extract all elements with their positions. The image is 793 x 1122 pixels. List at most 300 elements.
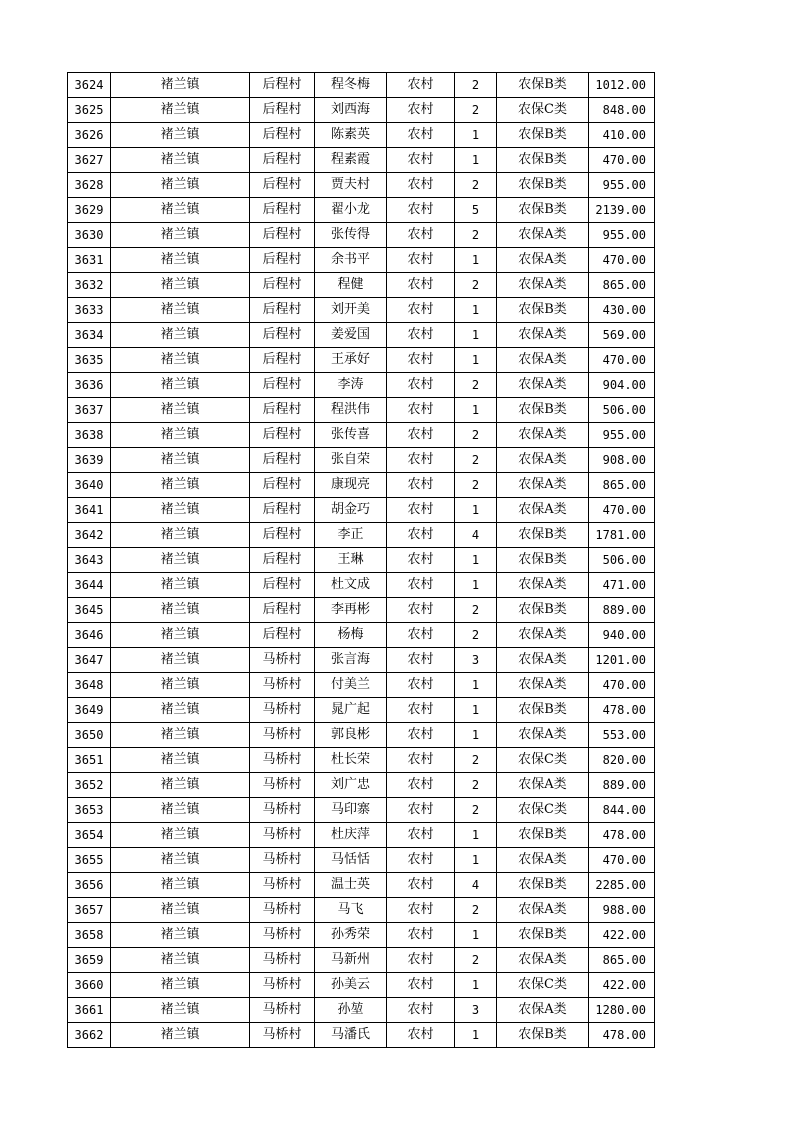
town-cell: 褚兰镇 [111, 973, 250, 998]
table-row [68, 98, 655, 123]
insurance-class-cell: 农保A类 [497, 573, 589, 598]
household-size-cell: 1 [455, 348, 497, 373]
insurance-class-cell: 农保B类 [497, 823, 589, 848]
town-cell: 褚兰镇 [111, 298, 250, 323]
amount-cell: 988.00 [589, 898, 655, 923]
household-size-cell: 1 [455, 248, 497, 273]
household-size-cell: 4 [455, 523, 497, 548]
record-id: 3653 [68, 798, 111, 823]
amount-cell: 865.00 [589, 948, 655, 973]
record-id: 3661 [68, 998, 111, 1023]
record-id: 3636 [68, 373, 111, 398]
amount-cell: 470.00 [589, 248, 655, 273]
household-size-cell: 4 [455, 873, 497, 898]
village-cell: 后程村 [250, 448, 315, 473]
village-cell: 后程村 [250, 423, 315, 448]
name-cell: 孙秀荣 [315, 923, 387, 948]
amount-cell: 471.00 [589, 573, 655, 598]
amount-cell: 1781.00 [589, 523, 655, 548]
name-cell: 胡金巧 [315, 498, 387, 523]
amount-cell: 470.00 [589, 673, 655, 698]
table-row [68, 548, 655, 573]
household-size-cell: 1 [455, 1023, 497, 1048]
town-cell: 褚兰镇 [111, 748, 250, 773]
household-size-cell: 2 [455, 373, 497, 398]
amount-cell: 569.00 [589, 323, 655, 348]
village-cell: 后程村 [250, 573, 315, 598]
amount-cell: 955.00 [589, 423, 655, 448]
table-row [68, 773, 655, 798]
village-cell: 后程村 [250, 598, 315, 623]
area-type-cell: 农村 [387, 823, 455, 848]
table-row [68, 598, 655, 623]
table-row [68, 648, 655, 673]
name-cell: 王琳 [315, 548, 387, 573]
town-cell: 褚兰镇 [111, 773, 250, 798]
insurance-class-cell: 农保A类 [497, 348, 589, 373]
amount-cell: 1012.00 [589, 73, 655, 98]
village-cell: 马桥村 [250, 673, 315, 698]
record-id: 3647 [68, 648, 111, 673]
area-type-cell: 农村 [387, 523, 455, 548]
insurance-class-cell: 农保B类 [497, 398, 589, 423]
name-cell: 程洪伟 [315, 398, 387, 423]
table-row [68, 1023, 655, 1048]
area-type-cell: 农村 [387, 198, 455, 223]
name-cell: 张传喜 [315, 423, 387, 448]
insurance-class-cell: 农保B类 [497, 298, 589, 323]
name-cell: 张言海 [315, 648, 387, 673]
name-cell: 贾夫村 [315, 173, 387, 198]
town-cell: 褚兰镇 [111, 248, 250, 273]
area-type-cell: 农村 [387, 698, 455, 723]
area-type-cell: 农村 [387, 298, 455, 323]
household-size-cell: 2 [455, 448, 497, 473]
town-cell: 褚兰镇 [111, 423, 250, 448]
household-size-cell: 3 [455, 648, 497, 673]
insurance-class-cell: 农保B类 [497, 198, 589, 223]
table-row [68, 798, 655, 823]
name-cell: 李涛 [315, 373, 387, 398]
village-cell: 马桥村 [250, 923, 315, 948]
insurance-class-cell: 农保A类 [497, 848, 589, 873]
record-id: 3652 [68, 773, 111, 798]
household-size-cell: 2 [455, 223, 497, 248]
insurance-class-cell: 农保A类 [497, 998, 589, 1023]
table-row [68, 723, 655, 748]
town-cell: 褚兰镇 [111, 123, 250, 148]
amount-cell: 506.00 [589, 548, 655, 573]
amount-cell: 820.00 [589, 748, 655, 773]
table-row [68, 998, 655, 1023]
town-cell: 褚兰镇 [111, 548, 250, 573]
name-cell: 马新州 [315, 948, 387, 973]
name-cell: 马潘氏 [315, 1023, 387, 1048]
household-size-cell: 2 [455, 773, 497, 798]
household-size-cell: 1 [455, 298, 497, 323]
record-id: 3643 [68, 548, 111, 573]
area-type-cell: 农村 [387, 998, 455, 1023]
area-type-cell: 农村 [387, 973, 455, 998]
amount-cell: 553.00 [589, 723, 655, 748]
record-id: 3628 [68, 173, 111, 198]
area-type-cell: 农村 [387, 598, 455, 623]
name-cell: 杜长荣 [315, 748, 387, 773]
record-id: 3650 [68, 723, 111, 748]
town-cell: 褚兰镇 [111, 673, 250, 698]
village-cell: 马桥村 [250, 748, 315, 773]
town-cell: 褚兰镇 [111, 323, 250, 348]
village-cell: 马桥村 [250, 723, 315, 748]
insurance-class-cell: 农保B类 [497, 598, 589, 623]
table-row [68, 473, 655, 498]
town-cell: 褚兰镇 [111, 698, 250, 723]
insurance-class-cell: 农保B类 [497, 523, 589, 548]
table-row [68, 448, 655, 473]
area-type-cell: 农村 [387, 648, 455, 673]
table-row [68, 248, 655, 273]
village-cell: 后程村 [250, 98, 315, 123]
town-cell: 褚兰镇 [111, 848, 250, 873]
amount-cell: 848.00 [589, 98, 655, 123]
area-type-cell: 农村 [387, 873, 455, 898]
village-cell: 马桥村 [250, 823, 315, 848]
name-cell: 马恬恬 [315, 848, 387, 873]
area-type-cell: 农村 [387, 373, 455, 398]
town-cell: 褚兰镇 [111, 98, 250, 123]
name-cell: 李正 [315, 523, 387, 548]
town-cell: 褚兰镇 [111, 823, 250, 848]
record-id: 3642 [68, 523, 111, 548]
record-id: 3630 [68, 223, 111, 248]
household-size-cell: 1 [455, 573, 497, 598]
insurance-class-cell: 农保A类 [497, 473, 589, 498]
household-size-cell: 2 [455, 173, 497, 198]
household-size-cell: 2 [455, 798, 497, 823]
town-cell: 褚兰镇 [111, 873, 250, 898]
record-id: 3659 [68, 948, 111, 973]
insurance-class-cell: 农保A类 [497, 223, 589, 248]
village-cell: 马桥村 [250, 848, 315, 873]
name-cell: 刘开美 [315, 298, 387, 323]
town-cell: 褚兰镇 [111, 73, 250, 98]
area-type-cell: 农村 [387, 948, 455, 973]
table-row [68, 873, 655, 898]
household-size-cell: 2 [455, 473, 497, 498]
amount-cell: 1201.00 [589, 648, 655, 673]
name-cell: 张传得 [315, 223, 387, 248]
record-id: 3631 [68, 248, 111, 273]
record-id: 3648 [68, 673, 111, 698]
record-id: 3646 [68, 623, 111, 648]
area-type-cell: 农村 [387, 798, 455, 823]
household-size-cell: 2 [455, 598, 497, 623]
village-cell: 后程村 [250, 398, 315, 423]
record-id: 3627 [68, 148, 111, 173]
village-cell: 马桥村 [250, 1023, 315, 1048]
record-id: 3657 [68, 898, 111, 923]
household-size-cell: 2 [455, 898, 497, 923]
record-id: 3658 [68, 923, 111, 948]
village-cell: 后程村 [250, 148, 315, 173]
amount-cell: 865.00 [589, 473, 655, 498]
name-cell: 余书平 [315, 248, 387, 273]
household-size-cell: 1 [455, 848, 497, 873]
table-row [68, 848, 655, 873]
area-type-cell: 农村 [387, 848, 455, 873]
amount-cell: 478.00 [589, 1023, 655, 1048]
area-type-cell: 农村 [387, 148, 455, 173]
name-cell: 李再彬 [315, 598, 387, 623]
table-row [68, 498, 655, 523]
town-cell: 褚兰镇 [111, 148, 250, 173]
village-cell: 马桥村 [250, 648, 315, 673]
amount-cell: 410.00 [589, 123, 655, 148]
name-cell: 王承好 [315, 348, 387, 373]
town-cell: 褚兰镇 [111, 998, 250, 1023]
record-id: 3660 [68, 973, 111, 998]
area-type-cell: 农村 [387, 573, 455, 598]
amount-cell: 889.00 [589, 773, 655, 798]
insurance-class-cell: 农保A类 [497, 323, 589, 348]
household-size-cell: 1 [455, 698, 497, 723]
name-cell: 杜庆萍 [315, 823, 387, 848]
amount-cell: 422.00 [589, 923, 655, 948]
village-cell: 马桥村 [250, 898, 315, 923]
household-size-cell: 1 [455, 498, 497, 523]
household-size-cell: 2 [455, 273, 497, 298]
area-type-cell: 农村 [387, 273, 455, 298]
name-cell: 晁广起 [315, 698, 387, 723]
town-cell: 褚兰镇 [111, 648, 250, 673]
amount-cell: 940.00 [589, 623, 655, 648]
record-id: 3651 [68, 748, 111, 773]
table-row [68, 173, 655, 198]
area-type-cell: 农村 [387, 73, 455, 98]
table-row [68, 948, 655, 973]
insurance-class-cell: 农保A类 [497, 623, 589, 648]
name-cell: 杨梅 [315, 623, 387, 648]
name-cell: 康现亮 [315, 473, 387, 498]
area-type-cell: 农村 [387, 1023, 455, 1048]
area-type-cell: 农村 [387, 923, 455, 948]
town-cell: 褚兰镇 [111, 373, 250, 398]
town-cell: 褚兰镇 [111, 198, 250, 223]
household-size-cell: 1 [455, 723, 497, 748]
record-id: 3633 [68, 298, 111, 323]
insurance-class-cell: 农保A类 [497, 773, 589, 798]
area-type-cell: 农村 [387, 898, 455, 923]
name-cell: 杜文成 [315, 573, 387, 598]
insurance-class-cell: 农保A类 [497, 898, 589, 923]
insurance-class-cell: 农保B类 [497, 698, 589, 723]
amount-cell: 844.00 [589, 798, 655, 823]
village-cell: 后程村 [250, 323, 315, 348]
household-size-cell: 2 [455, 423, 497, 448]
town-cell: 褚兰镇 [111, 723, 250, 748]
area-type-cell: 农村 [387, 673, 455, 698]
insurance-class-cell: 农保C类 [497, 798, 589, 823]
insurance-class-cell: 农保B类 [497, 923, 589, 948]
village-cell: 马桥村 [250, 948, 315, 973]
insurance-class-cell: 农保B类 [497, 873, 589, 898]
town-cell: 褚兰镇 [111, 598, 250, 623]
town-cell: 褚兰镇 [111, 173, 250, 198]
area-type-cell: 农村 [387, 623, 455, 648]
town-cell: 褚兰镇 [111, 798, 250, 823]
record-id: 3645 [68, 598, 111, 623]
area-type-cell: 农村 [387, 423, 455, 448]
name-cell: 郭良彬 [315, 723, 387, 748]
record-id: 3639 [68, 448, 111, 473]
amount-cell: 470.00 [589, 848, 655, 873]
name-cell: 刘广忠 [315, 773, 387, 798]
table-row [68, 323, 655, 348]
record-id: 3649 [68, 698, 111, 723]
amount-cell: 865.00 [589, 273, 655, 298]
village-cell: 后程村 [250, 548, 315, 573]
town-cell: 褚兰镇 [111, 923, 250, 948]
household-size-cell: 1 [455, 123, 497, 148]
name-cell: 孙堃 [315, 998, 387, 1023]
village-cell: 后程村 [250, 223, 315, 248]
village-cell: 马桥村 [250, 973, 315, 998]
village-cell: 后程村 [250, 73, 315, 98]
village-cell: 马桥村 [250, 798, 315, 823]
village-cell: 后程村 [250, 248, 315, 273]
household-size-cell: 1 [455, 923, 497, 948]
name-cell: 温士英 [315, 873, 387, 898]
table-row [68, 748, 655, 773]
area-type-cell: 农村 [387, 323, 455, 348]
record-id: 3629 [68, 198, 111, 223]
town-cell: 褚兰镇 [111, 623, 250, 648]
area-type-cell: 农村 [387, 348, 455, 373]
table-row [68, 698, 655, 723]
amount-cell: 904.00 [589, 373, 655, 398]
insurance-class-cell: 农保C类 [497, 748, 589, 773]
table-row [68, 423, 655, 448]
village-cell: 马桥村 [250, 698, 315, 723]
record-id: 3654 [68, 823, 111, 848]
village-cell: 马桥村 [250, 773, 315, 798]
household-size-cell: 1 [455, 548, 497, 573]
insurance-class-cell: 农保A类 [497, 673, 589, 698]
village-cell: 马桥村 [250, 873, 315, 898]
household-size-cell: 1 [455, 973, 497, 998]
record-id: 3656 [68, 873, 111, 898]
area-type-cell: 农村 [387, 398, 455, 423]
insurance-class-cell: 农保A类 [497, 273, 589, 298]
name-cell: 刘西海 [315, 98, 387, 123]
record-id: 3635 [68, 348, 111, 373]
insurance-class-cell: 农保B类 [497, 148, 589, 173]
area-type-cell: 农村 [387, 498, 455, 523]
table-row [68, 198, 655, 223]
town-cell: 褚兰镇 [111, 948, 250, 973]
name-cell: 程健 [315, 273, 387, 298]
amount-cell: 889.00 [589, 598, 655, 623]
insurance-class-cell: 农保B类 [497, 548, 589, 573]
record-id: 3637 [68, 398, 111, 423]
area-type-cell: 农村 [387, 173, 455, 198]
name-cell: 程冬梅 [315, 73, 387, 98]
village-cell: 后程村 [250, 348, 315, 373]
amount-cell: 478.00 [589, 823, 655, 848]
insurance-class-cell: 农保A类 [497, 948, 589, 973]
insurance-class-cell: 农保A类 [497, 423, 589, 448]
insurance-class-cell: 农保A类 [497, 648, 589, 673]
amount-cell: 2285.00 [589, 873, 655, 898]
record-id: 3640 [68, 473, 111, 498]
record-id: 3626 [68, 123, 111, 148]
amount-cell: 908.00 [589, 448, 655, 473]
household-size-cell: 3 [455, 998, 497, 1023]
table-row [68, 148, 655, 173]
insurance-class-cell: 农保C类 [497, 98, 589, 123]
table-row [68, 923, 655, 948]
area-type-cell: 农村 [387, 123, 455, 148]
amount-cell: 430.00 [589, 298, 655, 323]
town-cell: 褚兰镇 [111, 273, 250, 298]
record-id: 3644 [68, 573, 111, 598]
area-type-cell: 农村 [387, 223, 455, 248]
table-row [68, 898, 655, 923]
town-cell: 褚兰镇 [111, 398, 250, 423]
name-cell: 马飞 [315, 898, 387, 923]
household-size-cell: 1 [455, 148, 497, 173]
household-size-cell: 1 [455, 823, 497, 848]
amount-cell: 470.00 [589, 148, 655, 173]
household-size-cell: 1 [455, 673, 497, 698]
town-cell: 褚兰镇 [111, 1023, 250, 1048]
amount-cell: 470.00 [589, 498, 655, 523]
table-row [68, 823, 655, 848]
name-cell: 陈素英 [315, 123, 387, 148]
village-cell: 后程村 [250, 473, 315, 498]
amount-cell: 955.00 [589, 223, 655, 248]
household-size-cell: 1 [455, 398, 497, 423]
name-cell: 马印寨 [315, 798, 387, 823]
table-row [68, 273, 655, 298]
town-cell: 褚兰镇 [111, 523, 250, 548]
insurance-class-cell: 农保B类 [497, 1023, 589, 1048]
area-type-cell: 农村 [387, 473, 455, 498]
amount-cell: 478.00 [589, 698, 655, 723]
table-row [68, 398, 655, 423]
household-size-cell: 2 [455, 73, 497, 98]
household-size-cell: 5 [455, 198, 497, 223]
table-row [68, 73, 655, 98]
record-id: 3634 [68, 323, 111, 348]
insurance-class-cell: 农保A类 [497, 373, 589, 398]
insurance-class-cell: 农保A类 [497, 723, 589, 748]
household-size-cell: 2 [455, 948, 497, 973]
town-cell: 褚兰镇 [111, 573, 250, 598]
name-cell: 姜爱国 [315, 323, 387, 348]
area-type-cell: 农村 [387, 248, 455, 273]
area-type-cell: 农村 [387, 548, 455, 573]
table-row [68, 223, 655, 248]
town-cell: 褚兰镇 [111, 448, 250, 473]
amount-cell: 506.00 [589, 398, 655, 423]
amount-cell: 470.00 [589, 348, 655, 373]
table-row [68, 623, 655, 648]
table-row [68, 123, 655, 148]
area-type-cell: 农村 [387, 773, 455, 798]
name-cell: 翟小龙 [315, 198, 387, 223]
record-id: 3662 [68, 1023, 111, 1048]
